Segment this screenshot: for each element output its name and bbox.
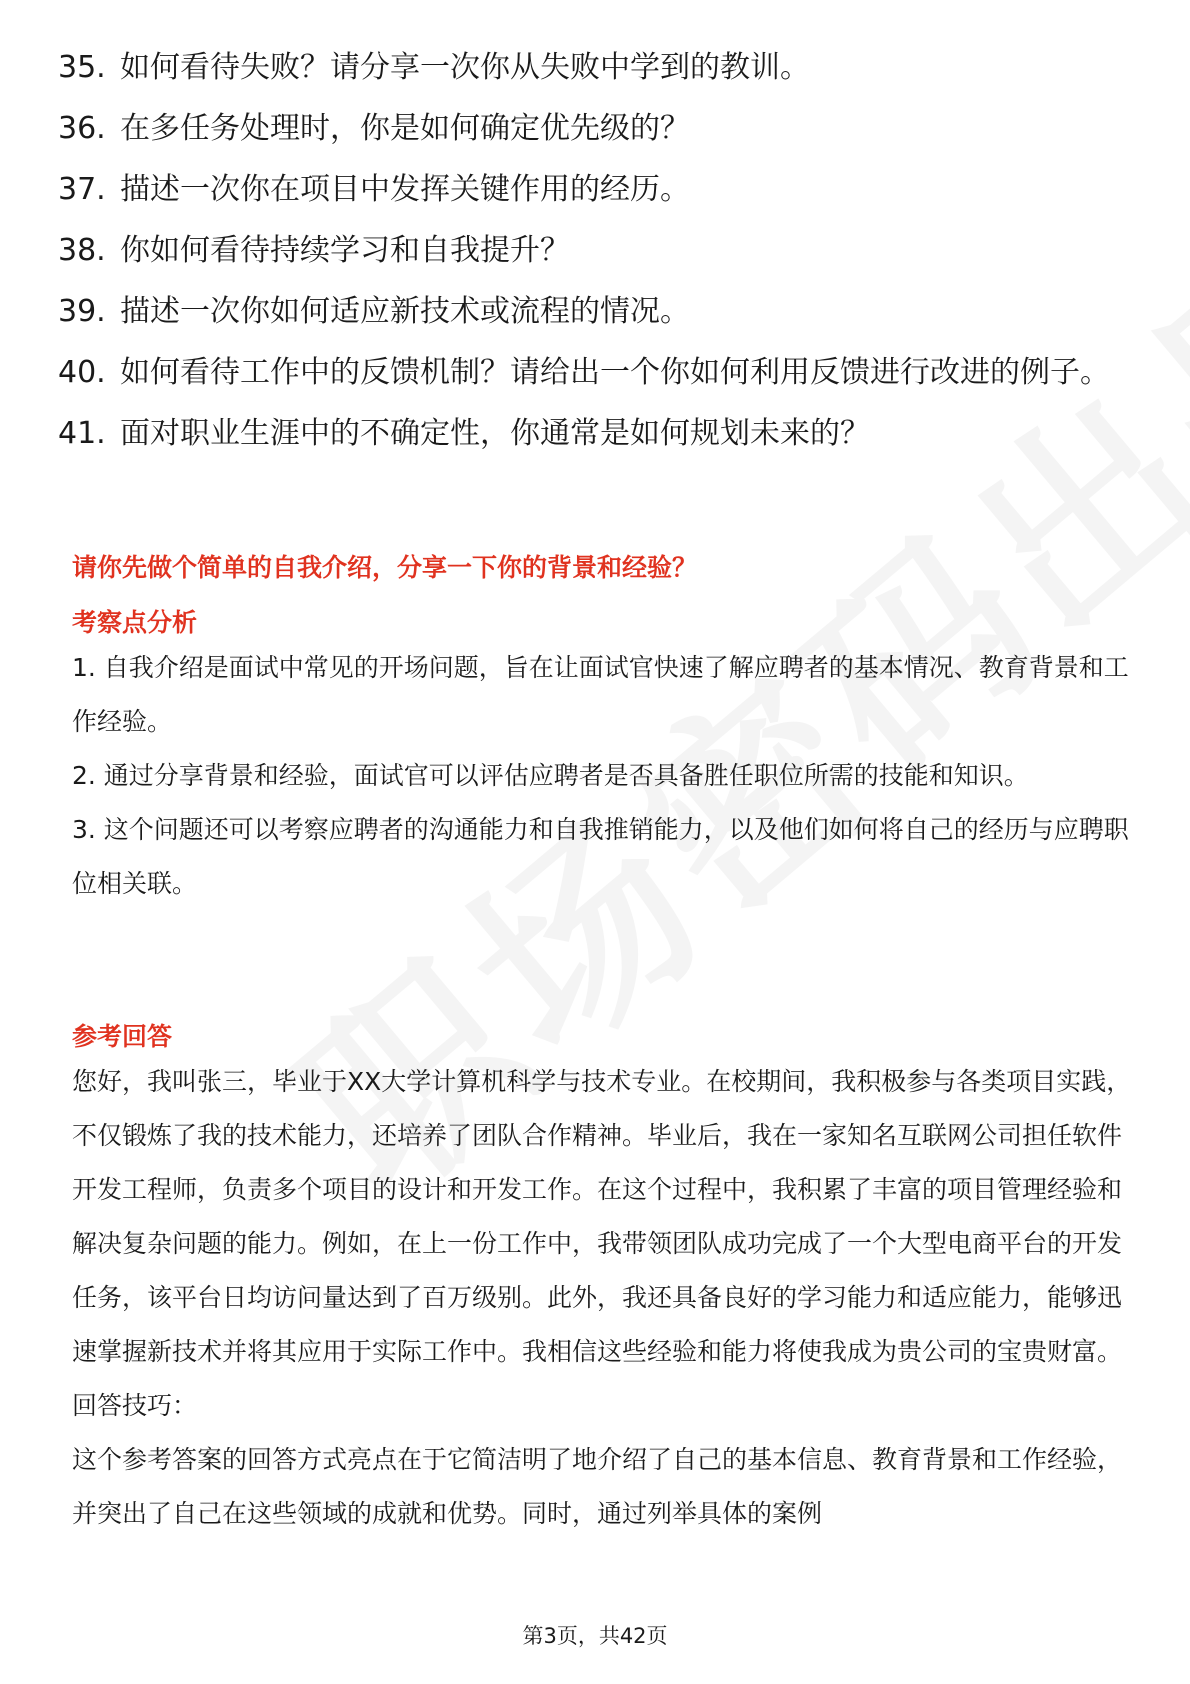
question-item	[58, 353, 1138, 393]
question-text: 在多任务处理时，你是如何确定优先级的？	[120, 111, 690, 146]
question-number: 35.	[58, 50, 106, 85]
reference-section	[72, 1022, 1132, 1052]
question-item	[58, 109, 1138, 149]
question-text: 面对职业生涯中的不确定性，你通常是如何规划未来的？	[120, 416, 870, 451]
question-item	[58, 292, 1138, 332]
tips-text: 这个参考答案的回答方式亮点在于它简洁明了地介绍了自己的基本信息、教育背景和工作经验，并突出了自己在这些领域的成就和优势。同时，通过列举具体的案例	[72, 1445, 1123, 1528]
question-item	[58, 170, 1138, 210]
question-text: 描述一次你在项目中发挥关键作用的经历。	[120, 172, 690, 207]
analysis-section	[72, 608, 1132, 638]
question-number: 38.	[58, 233, 106, 268]
question-list	[58, 48, 1138, 475]
question-number: 39.	[58, 294, 106, 329]
question-title: 请你先做个简单的自我介绍，分享一下你的背景和经验？	[72, 553, 698, 582]
reference-heading: 参考回答	[72, 1022, 173, 1051]
question-heading-block	[72, 553, 1132, 583]
question-number: 36.	[58, 111, 106, 146]
question-item	[58, 414, 1138, 454]
question-number: 40.	[58, 355, 106, 390]
analysis-point: 1. 自我介绍是面试中常见的开场问题，旨在让面试官快速了解应聘者的基本情况、教育背景和工作经验。	[72, 653, 1129, 736]
analysis-heading: 考察点分析	[72, 608, 198, 637]
question-text: 如何看待失败？请分享一次你从失败中学到的教训。	[120, 50, 810, 85]
question-item	[58, 48, 1138, 88]
analysis-point: 2. 通过分享背景和经验，面试官可以评估应聘者是否具备胜任职位所需的技能和知识。	[72, 761, 1029, 790]
question-text: 如何看待工作中的反馈机制？请给出一个你如何利用反馈进行改进的例子。	[120, 355, 1110, 390]
question-text: 你如何看待持续学习和自我提升？	[120, 233, 570, 268]
analysis-points	[72, 641, 1132, 911]
question-item	[58, 231, 1138, 271]
analysis-point: 3. 这个问题还可以考察应聘者的沟通能力和自我推销能力，以及他们如何将自己的经历与应聘职位相关联。	[72, 815, 1129, 898]
question-number: 37.	[58, 172, 106, 207]
question-number: 41.	[58, 416, 106, 451]
question-text: 描述一次你如何适应新技术或流程的情况。	[120, 294, 690, 329]
tips-label: 回答技巧：	[72, 1391, 198, 1420]
page-footer: 第3页，共42页	[522, 1624, 668, 1648]
reference-body	[72, 1055, 1132, 1541]
reference-answer: 您好，我叫张三，毕业于XX大学计算机科学与技术专业。在校期间，我积极参与各类项目实践，不仅锻炼了我的技术能力，还培养了团队合作精神。毕业后，我在一家知名互联网公司担任软件开发工程师，负责多个项目的设计和开发工作。在这个过程中，我积累了丰富的项目管理经验和解决复杂问题的能力。例如，在上一份工作中，我带领团队成功完成了一个大型电商平台的开发任务，该平台日均访问量达到了百万级别。此外，我还具备良好的学习能力和适应能力，能够迅速掌握新技术并将其应用于实际工作中。我相信这些经验和能力将使我成为贵公司的宝贵财富。	[72, 1067, 1132, 1366]
